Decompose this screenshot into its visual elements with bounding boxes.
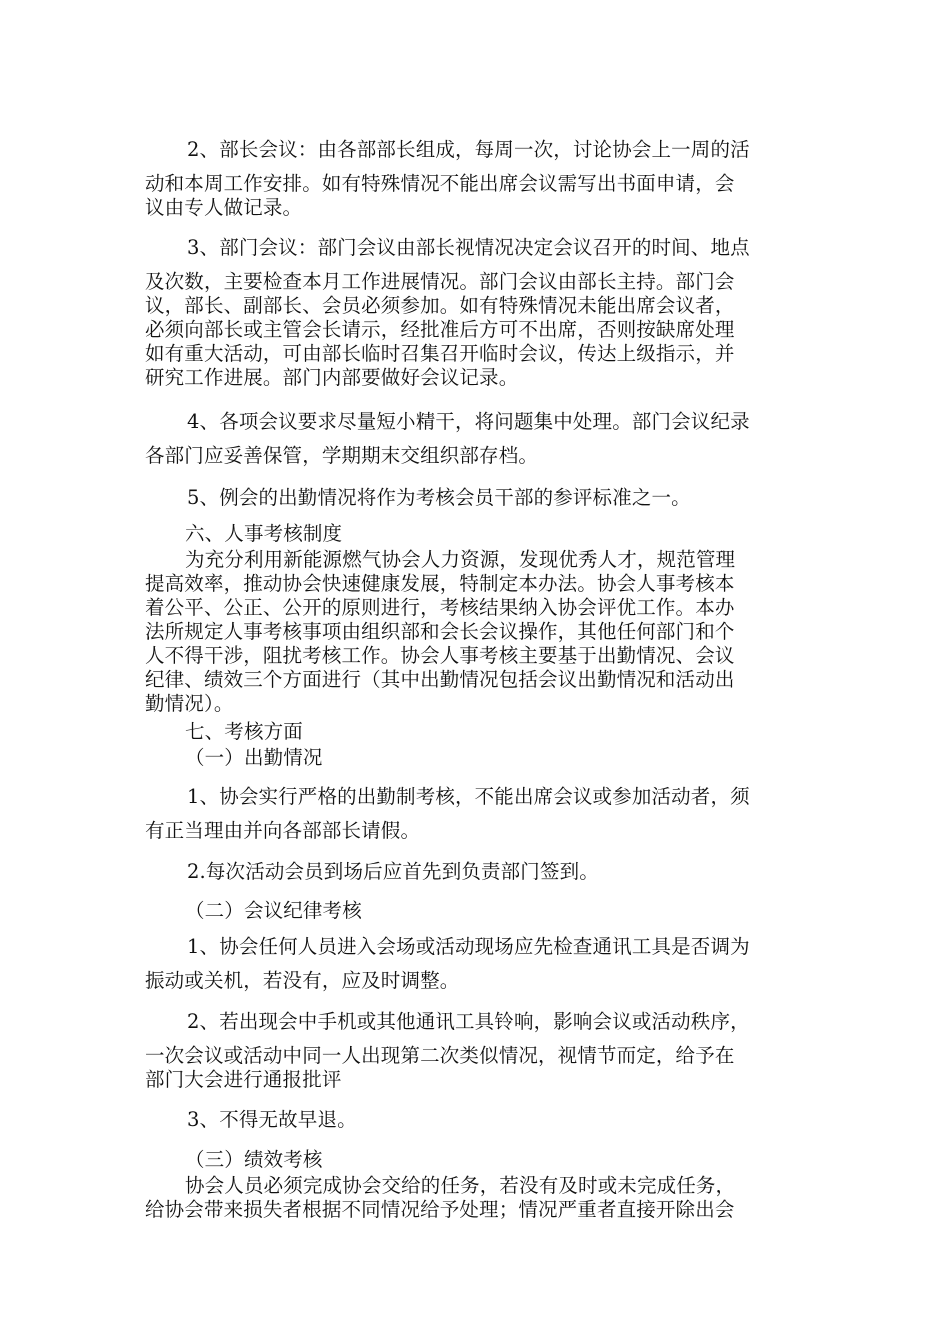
text-line: 2.每次活动会员到场后应首先到负责部门签到。	[187, 860, 599, 883]
paragraph-attendance-standard	[145, 486, 805, 510]
text-line: 勤情况）。	[145, 692, 234, 715]
text-line: 3、不得无故早退。	[187, 1108, 357, 1131]
text-line: 议由专人做记录。	[145, 196, 303, 219]
text-line: 振动或关机，若没有，应及时调整。	[145, 969, 460, 992]
paragraph-department-head-meeting	[145, 138, 805, 220]
text-line: 各部门应妥善保管，学期期末交组织部存档。	[145, 444, 539, 467]
text-line: 5、例会的出勤情况将作为考核会员干部的参评标准之一。	[187, 486, 691, 509]
text-line: 六、人事考核制度	[185, 522, 343, 545]
paragraph-discipline-rule-1	[145, 935, 805, 993]
text-line: 为充分利用新能源燃气协会人力资源，发现优秀人才，规范管理	[185, 548, 736, 571]
text-line: 提高效率，推动协会快速健康发展，特制定本办法。协会人事考核本	[145, 572, 735, 595]
text-line: 着公平、公正、公开的原则进行，考核结果纳入协会评优工作。本办	[145, 596, 735, 619]
text-line: 部门大会进行通报批评	[145, 1068, 342, 1091]
text-line: 一次会议或活动中同一人出现第二次类似情况，视情节而定，给予在	[145, 1044, 735, 1067]
text-line: 3、部门会议：部门会议由部长视情况决定会议召开的时间、地点	[187, 236, 750, 259]
text-line: 研究工作进展。部门内部要做好会议记录。	[145, 366, 519, 389]
text-line: （一）出勤情况	[185, 746, 323, 769]
paragraph-performance	[145, 1174, 805, 1222]
text-line: 法所规定人事考核事项由组织部和会长会议操作，其他任何部门和个	[145, 620, 735, 643]
paragraph-discipline-rule-2	[145, 1010, 805, 1092]
text-line: 七、考核方面	[185, 720, 303, 743]
text-line: 及次数，主要检查本月工作进展情况。部门会议由部长主持。部门会	[145, 270, 735, 293]
subheading-performance	[145, 1148, 805, 1172]
text-line: 2、部长会议：由各部部长组成，每周一次，讨论协会上一周的活	[187, 138, 750, 161]
text-line: 给协会带来损失者根据不同情况给予处理；情况严重者直接开除出会	[145, 1198, 735, 1221]
heading-personnel-assessment	[145, 522, 805, 546]
text-line: 动和本周工作安排。如有特殊情况不能出席会议需写出书面申请，会	[145, 172, 735, 195]
text-line: 必须向部长或主管会长请示，经批准后方可不出席，否则按缺席处理	[145, 318, 735, 341]
heading-assessment-aspects	[145, 720, 805, 744]
text-line: 纪律、绩效三个方面进行（其中出勤情况包括会议出勤情况和活动出	[145, 668, 735, 691]
subheading-attendance	[145, 746, 805, 770]
text-line: （二）会议纪律考核	[185, 899, 362, 922]
text-line: 2、若出现会中手机或其他通讯工具铃响，影响会议或活动秩序，	[187, 1010, 750, 1033]
paragraph-assessment-intro	[145, 548, 805, 716]
text-line: 有正当理由并向各部部长请假。	[145, 819, 421, 842]
text-line: 4、各项会议要求尽量短小精干，将问题集中处理。部门会议纪录	[187, 410, 750, 433]
text-line: 如有重大活动，可由部长临时召集召开临时会议，传达上级指示，并	[145, 342, 735, 365]
text-line: 1、协会任何人员进入会场或活动现场应先检查通讯工具是否调为	[187, 935, 750, 958]
text-line: 协会人员必须完成协会交给的任务，若没有及时或未完成任务，	[185, 1174, 736, 1197]
paragraph-meeting-requirements	[145, 410, 805, 468]
subheading-meeting-discipline	[145, 899, 805, 923]
text-line: 人不得干涉，阻扰考核工作。协会人事考核主要基于出勤情况、会议	[145, 644, 735, 667]
paragraph-attendance-rule-2	[145, 860, 805, 884]
paragraph-discipline-rule-3	[145, 1108, 805, 1132]
paragraph-department-meeting	[145, 236, 805, 390]
text-line: （三）绩效考核	[185, 1148, 323, 1171]
text-line: 1、协会实行严格的出勤制考核，不能出席会议或参加活动者，须	[187, 785, 750, 808]
paragraph-attendance-rule-1	[145, 785, 805, 843]
text-line: 议，部长、副部长、会员必须参加。如有特殊情况未能出席会议者，	[145, 294, 735, 317]
